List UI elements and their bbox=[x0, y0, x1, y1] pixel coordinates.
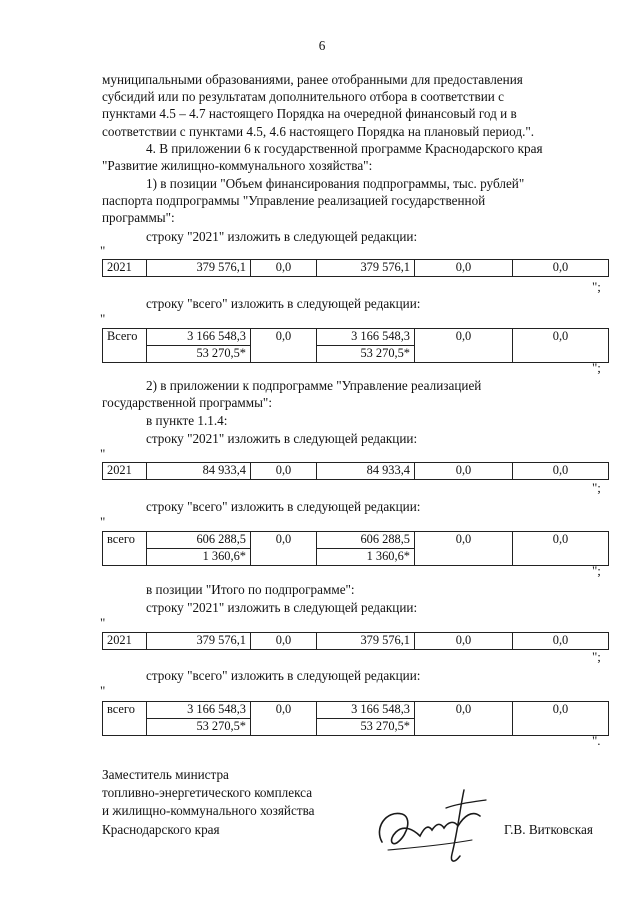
table-cell: 3 166 548,3 bbox=[147, 329, 251, 346]
point-1-1-4: в пункте 1.1.4: bbox=[146, 413, 228, 428]
table-cell: 3 166 548,3 bbox=[147, 702, 251, 719]
table-3 bbox=[102, 462, 609, 480]
row-label: всего bbox=[103, 702, 147, 736]
table-cell: 0,0 bbox=[251, 532, 317, 566]
quote-close: "; bbox=[592, 649, 601, 664]
quote-open: " bbox=[100, 243, 106, 258]
quote-close-final: ". bbox=[592, 733, 601, 748]
intro-line-3: пунктами 4.5 – 4.7 настоящего Порядка на очередной финансовый год и в bbox=[102, 106, 517, 121]
table-1 bbox=[102, 259, 609, 277]
sub1-line-3: программы": bbox=[102, 210, 175, 225]
table-cell: 0,0 bbox=[251, 329, 317, 363]
signatory-name: Г.В. Витковская bbox=[504, 822, 593, 837]
instruction-row-total: строку "всего" изложить в следующей редакции: bbox=[146, 668, 421, 683]
sub1-line-2: паспорта подпрограммы "Управление реализацией государственной bbox=[102, 193, 486, 208]
table-cell: 53 270,5* bbox=[317, 719, 415, 736]
itogo-position: в позиции "Итого по подпрограмме": bbox=[146, 582, 355, 597]
item4-line-2: "Развитие жилищно-коммунального хозяйства": bbox=[102, 158, 373, 173]
table-cell: 1 360,6* bbox=[147, 549, 251, 566]
quote-open: " bbox=[100, 615, 106, 630]
table-cell: 0,0 bbox=[415, 633, 513, 650]
quote-close: "; bbox=[592, 480, 601, 495]
table-cell: 379 576,1 bbox=[317, 260, 415, 277]
sub2-line-1: 2) в приложении к подпрограмме "Управление реализацией bbox=[146, 378, 482, 393]
table-cell: 53 270,5* bbox=[147, 346, 251, 363]
table-cell: 379 576,1 bbox=[147, 633, 251, 650]
table-5 bbox=[102, 632, 609, 650]
table-cell: 0,0 bbox=[513, 329, 609, 363]
table-cell: 606 288,5 bbox=[317, 532, 415, 549]
table-row bbox=[103, 329, 609, 346]
instruction-row-2021: строку "2021" изложить в следующей редакции: bbox=[146, 600, 418, 615]
table-cell: 0,0 bbox=[513, 633, 609, 650]
quote-open: " bbox=[100, 514, 106, 529]
table-cell: 0,0 bbox=[415, 463, 513, 480]
sub2-line-2: государственной программы": bbox=[102, 395, 272, 410]
table-cell: 0,0 bbox=[251, 260, 317, 277]
table-cell: 0,0 bbox=[513, 463, 609, 480]
table-cell: 0,0 bbox=[415, 260, 513, 277]
quote-open: " bbox=[100, 683, 106, 698]
intro-line-2: субсидий или по результатам дополнительного отбора в соответствии с bbox=[102, 89, 505, 104]
sub1-line-1: 1) в позиции "Объем финансирования подпрограммы, тыс. рублей" bbox=[146, 176, 525, 191]
table-cell: 379 576,1 bbox=[317, 633, 415, 650]
quote-open: " bbox=[100, 311, 106, 326]
table-row bbox=[103, 633, 609, 650]
instruction-row-total: строку "всего" изложить в следующей редакции: bbox=[146, 499, 421, 514]
signatory-position-line-3: и жилищно-коммунального хозяйства bbox=[102, 803, 315, 818]
intro-line-1: муниципальными образованиями, ранее отобранными для предоставления bbox=[102, 72, 523, 87]
table-cell: 0,0 bbox=[251, 702, 317, 736]
instruction-row-total: строку "всего" изложить в следующей редакции: bbox=[146, 296, 421, 311]
table-cell: 606 288,5 bbox=[147, 532, 251, 549]
quote-close: "; bbox=[592, 563, 601, 578]
table-cell: 0,0 bbox=[251, 463, 317, 480]
table-cell: 0,0 bbox=[415, 702, 513, 736]
table-row bbox=[103, 532, 609, 549]
signatory-position-line-2: топливно-энергетического комплекса bbox=[102, 785, 313, 800]
table-cell: 0,0 bbox=[513, 260, 609, 277]
table-cell: 53 270,5* bbox=[317, 346, 415, 363]
table-cell: 3 166 548,3 bbox=[317, 702, 415, 719]
instruction-row-2021: строку "2021" изложить в следующей редакции: bbox=[146, 431, 418, 446]
row-label: 2021 bbox=[103, 463, 147, 480]
table-row bbox=[103, 702, 609, 719]
table-cell: 1 360,6* bbox=[317, 549, 415, 566]
intro-line-4: соответствии с пунктами 4.5, 4.6 настоящего Порядка на плановый период.". bbox=[102, 124, 535, 139]
table-cell: 3 166 548,3 bbox=[317, 329, 415, 346]
row-label: 2021 bbox=[103, 633, 147, 650]
item4-line-1: 4. В приложении 6 к государственной программе Краснодарского края bbox=[146, 141, 543, 156]
signatory-position-line-4: Краснодарского края bbox=[102, 822, 220, 837]
page-number: 6 bbox=[318, 38, 326, 53]
table-2 bbox=[102, 328, 609, 363]
table-cell: 0,0 bbox=[415, 532, 513, 566]
quote-close: "; bbox=[592, 279, 601, 294]
handwritten-signature bbox=[368, 780, 494, 870]
quote-open: " bbox=[100, 446, 106, 461]
table-cell: 0,0 bbox=[415, 329, 513, 363]
table-cell: 0,0 bbox=[513, 532, 609, 566]
table-cell: 0,0 bbox=[513, 702, 609, 736]
instruction-row-2021: строку "2021" изложить в следующей редакции: bbox=[146, 229, 418, 244]
table-cell: 379 576,1 bbox=[147, 260, 251, 277]
row-label: 2021 bbox=[103, 260, 147, 277]
table-6 bbox=[102, 701, 609, 736]
table-cell: 53 270,5* bbox=[147, 719, 251, 736]
table-cell: 84 933,4 bbox=[317, 463, 415, 480]
table-cell: 84 933,4 bbox=[147, 463, 251, 480]
table-cell: 0,0 bbox=[251, 633, 317, 650]
quote-close: "; bbox=[592, 360, 601, 375]
row-label: всего bbox=[103, 532, 147, 566]
row-label: Всего bbox=[103, 329, 147, 363]
signatory-position-line-1: Заместитель министра bbox=[102, 767, 229, 782]
table-row bbox=[103, 463, 609, 480]
table-4 bbox=[102, 531, 609, 566]
table-row bbox=[103, 260, 609, 277]
